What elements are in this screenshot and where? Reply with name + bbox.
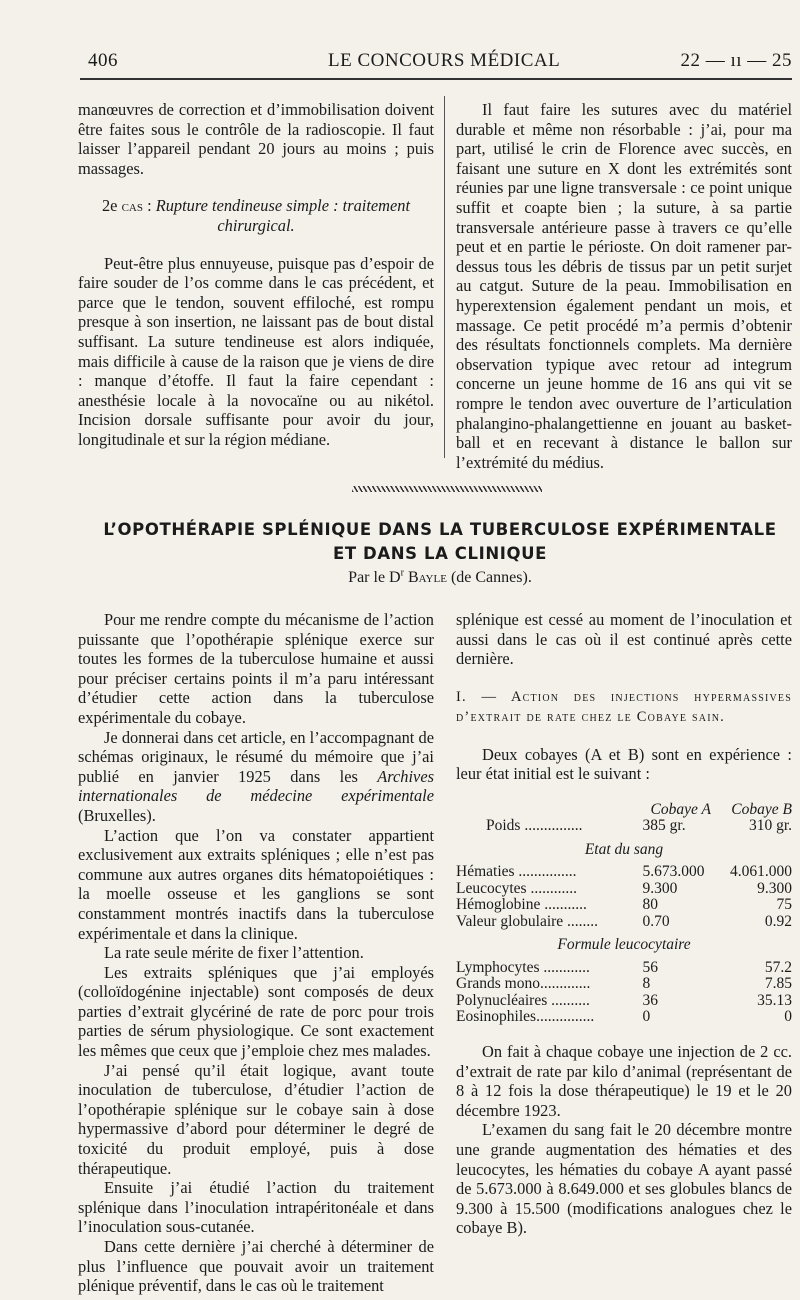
cell-b: 35.13 bbox=[757, 991, 792, 1009]
table-row bbox=[456, 993, 792, 1010]
formule-title: Formule leucocytaire bbox=[557, 936, 691, 954]
cell-a: 80 bbox=[642, 896, 659, 914]
case-heading: 2e cas : Rupture tendineuse simple : traitement chirurgical. bbox=[101, 196, 411, 235]
article-title-line1: L’OPOTHÉRAPIE SPLÉNIQUE DANS LA TUBERCULOSE EXPÉRIMENTALE bbox=[103, 520, 777, 539]
table-row bbox=[456, 818, 792, 835]
text-run: Je donnerai dans cet article, en l’accompagnant de schémas originaux, le résumé du mémoire que j’ai publié en janvier 1925 dans les bbox=[78, 727, 434, 786]
paragraph: Deux cobayes (A et B) sont en expérience : leur état initial est le suivant : bbox=[456, 744, 792, 784]
author-place: (de Cannes). bbox=[450, 569, 532, 586]
cell-b: 7.85 bbox=[764, 975, 792, 993]
row-label: Valeur globulaire ........ bbox=[456, 912, 599, 930]
paragraph: Dans cette dernière j’ai cherché à déterminer de plus l’influence que pouvait avoir un traitement plénique préventif, dans le cas où le traitement bbox=[78, 1237, 434, 1296]
section-ornament bbox=[352, 486, 542, 492]
top-right-column bbox=[456, 100, 792, 472]
header-rule bbox=[80, 78, 792, 80]
text-run: (Bruxelles). bbox=[78, 805, 156, 825]
row-label: Polynucléaires .......... bbox=[456, 991, 590, 1009]
paragraph: Pour me rendre compte du mécanisme de l’action puissante que l’opothérapie splénique exerce sur toutes les formes de la tuberculose humaine et aussi pour préciser certains points il m’a paru intéressant d’étudier cette action dans la tuberculose expérimentale du cobaye. bbox=[78, 610, 434, 727]
cell-b: 310 gr. bbox=[748, 817, 792, 835]
section-heading: I. — Action des injections hypermassives d’extrait de rate chez le Cobaye sain. bbox=[456, 688, 792, 725]
paragraph: On fait à chaque cobaye une injection de 2 cc. d’extrait de rate par kilo d’animal (représentant de 8 à 12 fois la dose thérapeutique) le 19 et le 20 décembre 1923. bbox=[456, 1041, 792, 1120]
paragraph: splénique est cessé au moment de l’inoculation et aussi dans le cas où il est continué après cette dernière. bbox=[456, 610, 792, 669]
bottom-left-column bbox=[78, 610, 434, 1296]
case-number: 2e bbox=[101, 196, 118, 216]
running-header bbox=[88, 48, 792, 76]
cell-b: 75 bbox=[776, 896, 792, 914]
case-title: Rupture tendineuse simple : traitement chirurgical. bbox=[155, 196, 411, 235]
table-row bbox=[456, 864, 792, 881]
cell-a: 56 bbox=[642, 958, 659, 976]
cell-a: 0 bbox=[642, 1008, 651, 1026]
table-row bbox=[456, 914, 792, 931]
cell-b: 4.061.000 bbox=[730, 863, 792, 881]
paragraph: J’ai pensé qu’il était logique, avant toute inoculation de tuberculose, d’étudier l’action de l’opothérapie splénique sur le cobaye sain à dose hypermassive d’abord pour déterminer le degré de toxicité du produit employé, puis à dose thérapeutique. bbox=[78, 1060, 434, 1178]
row-label: Hématies ............... bbox=[456, 863, 577, 881]
cell-a: 385 gr. bbox=[642, 817, 686, 835]
table-row bbox=[456, 960, 792, 977]
paragraph: Il faut faire les sutures avec du matériel durable et même non résorbable : j’ai, pour ma part, utilisé le crin de Florence avec succès, en faisant une suture en X dont les extrémités sont réunies par une ligne transversale : ce point unique suffit et coapte bien ; la suture, à sa partie transversale antérieure passe à travers ce qu’elle peut et en partie le périoste. On doit ramener par-dessus tous les débris de tissus par un petit surjet au catgut. Suture de la peau. Immobilisation en hyperextension également pendant un mois, et massage. Ce petit procédé m’a permis d’obtenir des résultats fonctionnels complets. Ma dernière observation typique avec retour ad integrum concerne un jeune homme de 16 ans qui vit se rompre le tendon avec ouverture de l’articulation phalangino-phalangettienne en jouant au basket-ball et en recevant à distance le ballon sur l’extrémité du médius. bbox=[456, 100, 792, 472]
table-row bbox=[456, 976, 792, 993]
cell-a: 5.673.000 bbox=[642, 863, 705, 881]
table-header-row bbox=[456, 802, 792, 819]
paragraph: Peut-être plus ennuyeuse, puisque pas d’espoir de faire souder de l’os comme dans le cas précédent, et parce que le tendon, souvent effiloché, est rompu presque à son insertion, ne laissant pas de bout distal suffisant. La suture tendineuse est alors indiquée, mais difficile à cause de la raison que je viens de dire : manque d’étoffe. Il faut la faire cependant : anesthésie locale à la novocaïne ou au nikétol. Incision dorsale suffisante pour avoir du jour, longitudinale et sur la région médiane. bbox=[78, 253, 434, 449]
column-divider bbox=[444, 96, 445, 458]
row-label: Eosinophiles............... bbox=[456, 1008, 595, 1026]
table-row bbox=[456, 881, 792, 898]
paragraph: L’examen du sang fait le 20 décembre montre une grande augmentation des hématies et des leucocytes, les hématies du cobaye A ayant passé de 5.673.000 à 8.649.000 et ses globules blancs de 9.300 à 15.500 (modifications analogues chez le cobaye B). bbox=[456, 1120, 792, 1238]
etat-title: Etat du sang bbox=[584, 840, 664, 858]
row-label: Grands mono............. bbox=[456, 975, 591, 993]
journal-ref: Archives internationales de médecine expérimentale bbox=[78, 766, 434, 806]
journal-title: LE CONCOURS MÉDICAL bbox=[328, 50, 561, 71]
paragraph: La rate seule mérite de fixer l’attention. bbox=[104, 943, 364, 963]
table-row bbox=[456, 1009, 792, 1026]
cell-b: 0 bbox=[784, 1008, 792, 1026]
case-label: cas bbox=[121, 196, 143, 216]
cell-a: 36 bbox=[642, 991, 659, 1009]
article-title-line2: ET DANS LA CLINIQUE bbox=[332, 544, 547, 563]
table-subheading bbox=[456, 930, 792, 960]
top-left-column bbox=[78, 100, 434, 450]
paragraph bbox=[78, 728, 434, 826]
cell-b: 0.92 bbox=[764, 912, 792, 930]
paragraph: manœuvres de correction et d’immobilisation doivent être faites sous le contrôle de la radioscopie. Il faut laisser l’appareil pendant 20 jours au moins ; puis massages. bbox=[78, 100, 434, 178]
page-number: 406 bbox=[88, 50, 118, 71]
cell-a: 8 bbox=[642, 975, 651, 993]
row-label: Hémoglobine ........... bbox=[456, 896, 587, 914]
paragraph: L’action que l’on va constater appartient exclusivement aux extraits spléniques ; elle n’est pas commune aux autres organes dits hématopoiétiques : la moelle osseuse et les ganglions se sont constamment montrés inactifs dans la tuberculose expérimentale et dans la clinique. bbox=[78, 825, 434, 943]
col-header-b: Cobaye B bbox=[731, 800, 792, 818]
cell-a: 0.70 bbox=[642, 912, 670, 930]
table-row bbox=[456, 897, 792, 914]
cell-b: 9.300 bbox=[757, 879, 792, 897]
byline bbox=[80, 569, 800, 587]
row-label: Poids ............... bbox=[486, 817, 583, 835]
row-label: Leucocytes ............ bbox=[456, 879, 577, 897]
col-header-a: Cobaye A bbox=[650, 800, 711, 818]
table-subheading bbox=[456, 835, 792, 865]
paragraph: Ensuite j’ai étudié l’action du traitement splénique dans l’inoculation intrapéritonéale et dans l’inoculation sous-cutanée. bbox=[78, 1178, 434, 1237]
author-name: Bayle bbox=[407, 569, 447, 586]
cell-a: 9.300 bbox=[642, 879, 678, 897]
cell-b: 57.2 bbox=[764, 958, 792, 976]
bottom-right-column bbox=[456, 610, 792, 1238]
paragraph: Les extraits spléniques que j’ai employés (colloïdogénine injectable) sont composés de deux parties d’extrait glycériné de rate de porc pour trois parties de sérum physiologique. Ce sont exactement les mêmes que ceux que j’emploie chez mes malades. bbox=[78, 962, 434, 1061]
article-title bbox=[80, 518, 800, 566]
row-label: Lymphocytes ............ bbox=[456, 958, 590, 976]
byline-par: Par le D bbox=[348, 569, 401, 586]
issue-date: 22 — ıı — 25 bbox=[680, 50, 792, 71]
byline-sup: r bbox=[400, 567, 404, 579]
blood-table bbox=[456, 802, 792, 1026]
